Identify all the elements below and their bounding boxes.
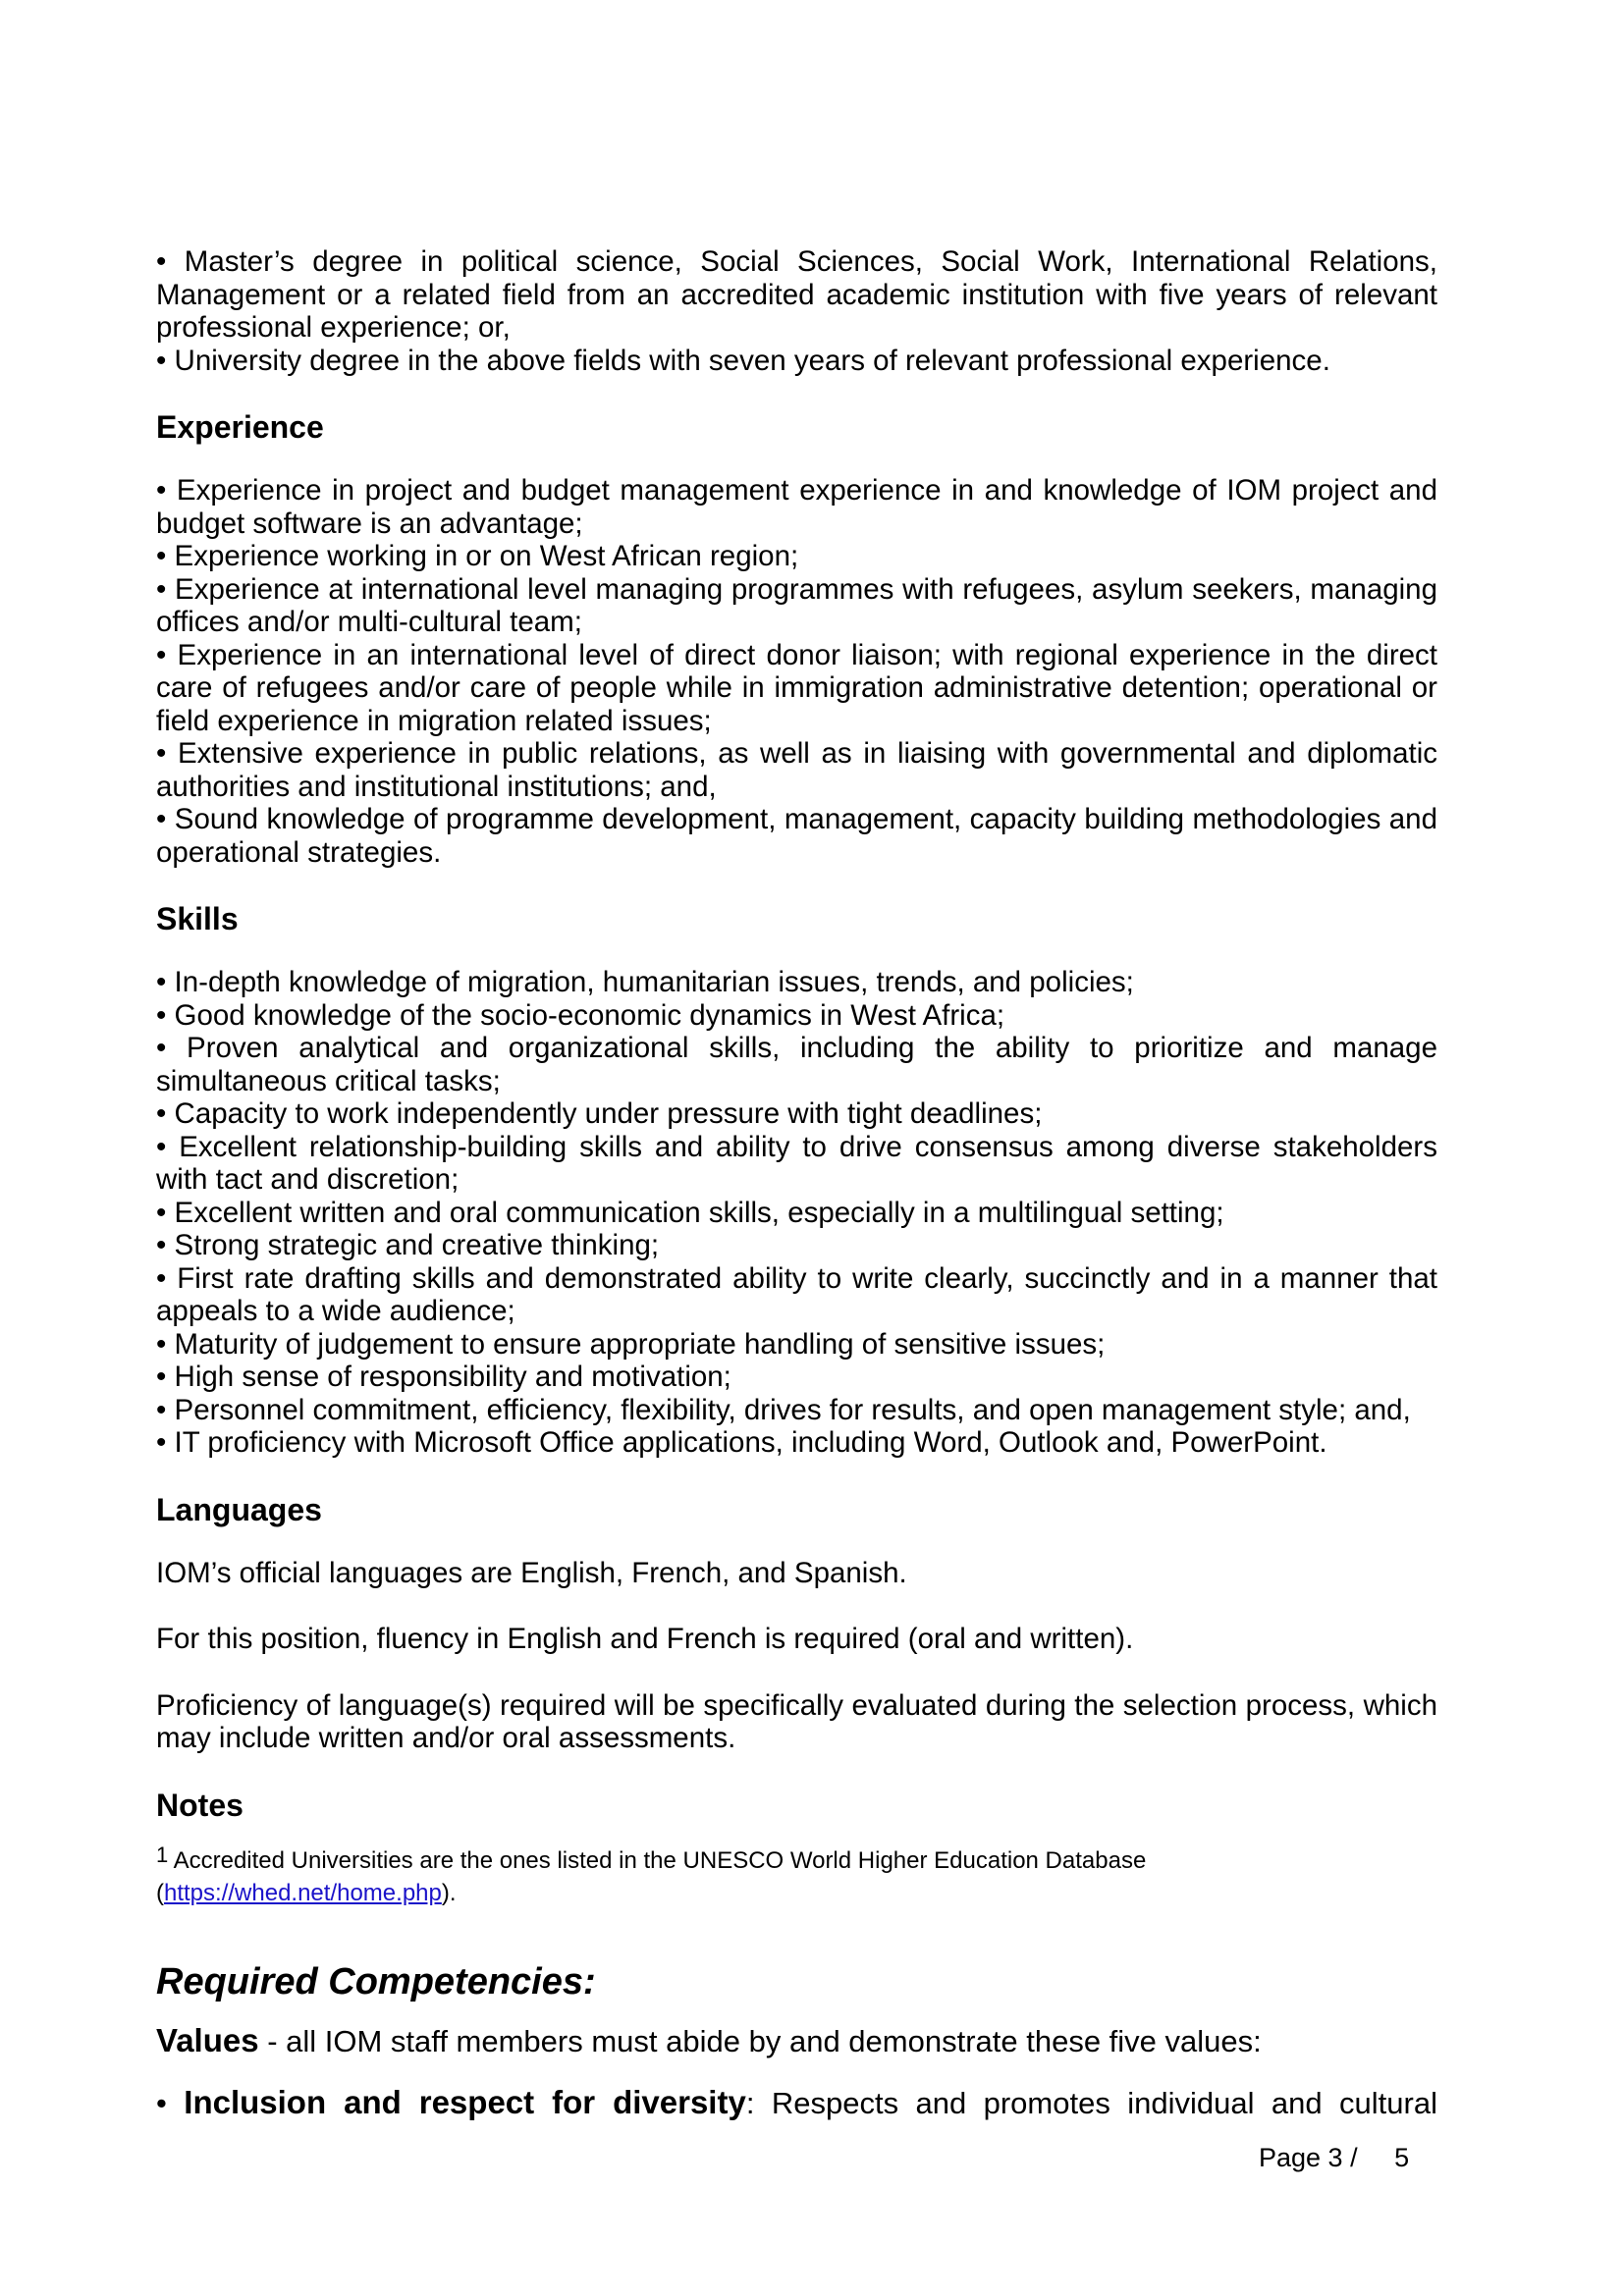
section-heading-experience: Experience (156, 409, 324, 445)
value-text: : Respects and promotes individual and cultural (745, 2085, 1437, 2120)
list-item: • Personnel commitment, efficiency, flexibility, drives for results, and open management style; and, (156, 1393, 1411, 1426)
list-item: • University degree in the above fields with seven years of relevant professional experience. (156, 344, 1330, 377)
paragraph: Proficiency of language(s) required will be specifically evaluated during the selection process, which may include written and/or oral assessments. (156, 1688, 1437, 1754)
section-heading-skills: Skills (156, 901, 239, 936)
footnote-marker: 1 (156, 1842, 169, 1867)
education-list (156, 245, 1437, 377)
paragraph: IOM’s official languages are English, French, and Spanish. (156, 1556, 907, 1589)
list-item: • Capacity to work independently under pressure with tight deadlines; (156, 1097, 1043, 1130)
footnote-link-open: ( (156, 1879, 164, 1906)
experience-list (156, 474, 1437, 869)
bullet: • (156, 2085, 185, 2120)
list-item: • High sense of responsibility and motivation; (156, 1361, 731, 1393)
list-item: • Extensive experience in public relations, as well as in liaising with governmental and diplomatic authorities and institutional institutions; and, (156, 737, 1437, 803)
skills-list (156, 966, 1437, 1460)
list-item: • Proven analytical and organizational skills, including the ability to prioritize and manage simultaneous critical tasks; (156, 1032, 1437, 1097)
total-pages: 5 (1394, 2143, 1410, 2172)
document-page (156, 245, 1437, 2121)
list-item: • Experience at international level managing programmes with refugees, asylum seekers, managing offices and/or multi-cultural team; (156, 572, 1437, 638)
paragraph: For this position, fluency in English and French is required (oral and written). (156, 1623, 1134, 1655)
values-label: Values (156, 2021, 259, 2058)
page-number-label: Page 3 / (1259, 2143, 1358, 2172)
list-item: • Good knowledge of the socio-economic dynamics in West Africa; (156, 998, 1005, 1032)
list-item: • Maturity of judgement to ensure appropriate handling of sensitive issues; (156, 1327, 1106, 1361)
footnote-link-close: ). (441, 1879, 457, 1906)
list-item: • Experience in project and budget management experience in and knowledge of IOM project and budget software is an advantage; (156, 474, 1437, 540)
list-item: • Sound knowledge of programme development, management, capacity building methodologies and operational strategies. (156, 803, 1437, 869)
list-item: • In-depth knowledge of migration, humanitarian issues, trends, and policies; (156, 966, 1134, 998)
footnote-text: Accredited Universities are the ones listed in the UNESCO World Higher Education Database (173, 1846, 1147, 1874)
list-item: • IT proficiency with Microsoft Office applications, including Word, Outlook and, PowerPoint. (156, 1426, 1327, 1459)
section-heading-languages: Languages (156, 1491, 322, 1527)
values-intro (156, 2023, 1437, 2059)
list-item: • Excellent relationship-building skills and ability to drive consensus among diverse stakeholders with tact and discretion; (156, 1130, 1437, 1196)
list-item: • Strong strategic and creative thinking; (156, 1229, 660, 1261)
values-text: - all IOM staff members must abide by and demonstrate these five values: (258, 2023, 1262, 2058)
page-footer (1259, 2142, 1409, 2173)
list-item: • Master’s degree in political science, Social Sciences, Social Work, International Relations, Management or a related field from an accredited academic institution with five years of relevant professional experience; or, (156, 245, 1437, 344)
section-heading-notes: Notes (156, 1787, 243, 1823)
footnote (156, 1844, 1437, 1877)
value-item-inclusion (156, 2085, 1437, 2121)
footnote-link-line (156, 1877, 1437, 1909)
list-item: • Excellent written and oral communication skills, especially in a multilingual setting; (156, 1196, 1224, 1229)
list-item: • Experience in an international level of direct donor liaison; with regional experience in the direct care of refugees and/or care of people while in immigration administrative detention; operational or field experience in migration related issues; (156, 638, 1437, 737)
list-item: • First rate drafting skills and demonstrated ability to write clearly, succinctly and in a manner that appeals to a wide audience; (156, 1261, 1437, 1327)
whed-link[interactable]: https://whed.net/home.php (164, 1879, 442, 1906)
section-heading-required-competencies: Required Competencies: (156, 1960, 596, 2002)
value-label: Inclusion and respect for diversity (184, 2083, 746, 2120)
list-item: • Experience working in or on West African region; (156, 540, 799, 572)
